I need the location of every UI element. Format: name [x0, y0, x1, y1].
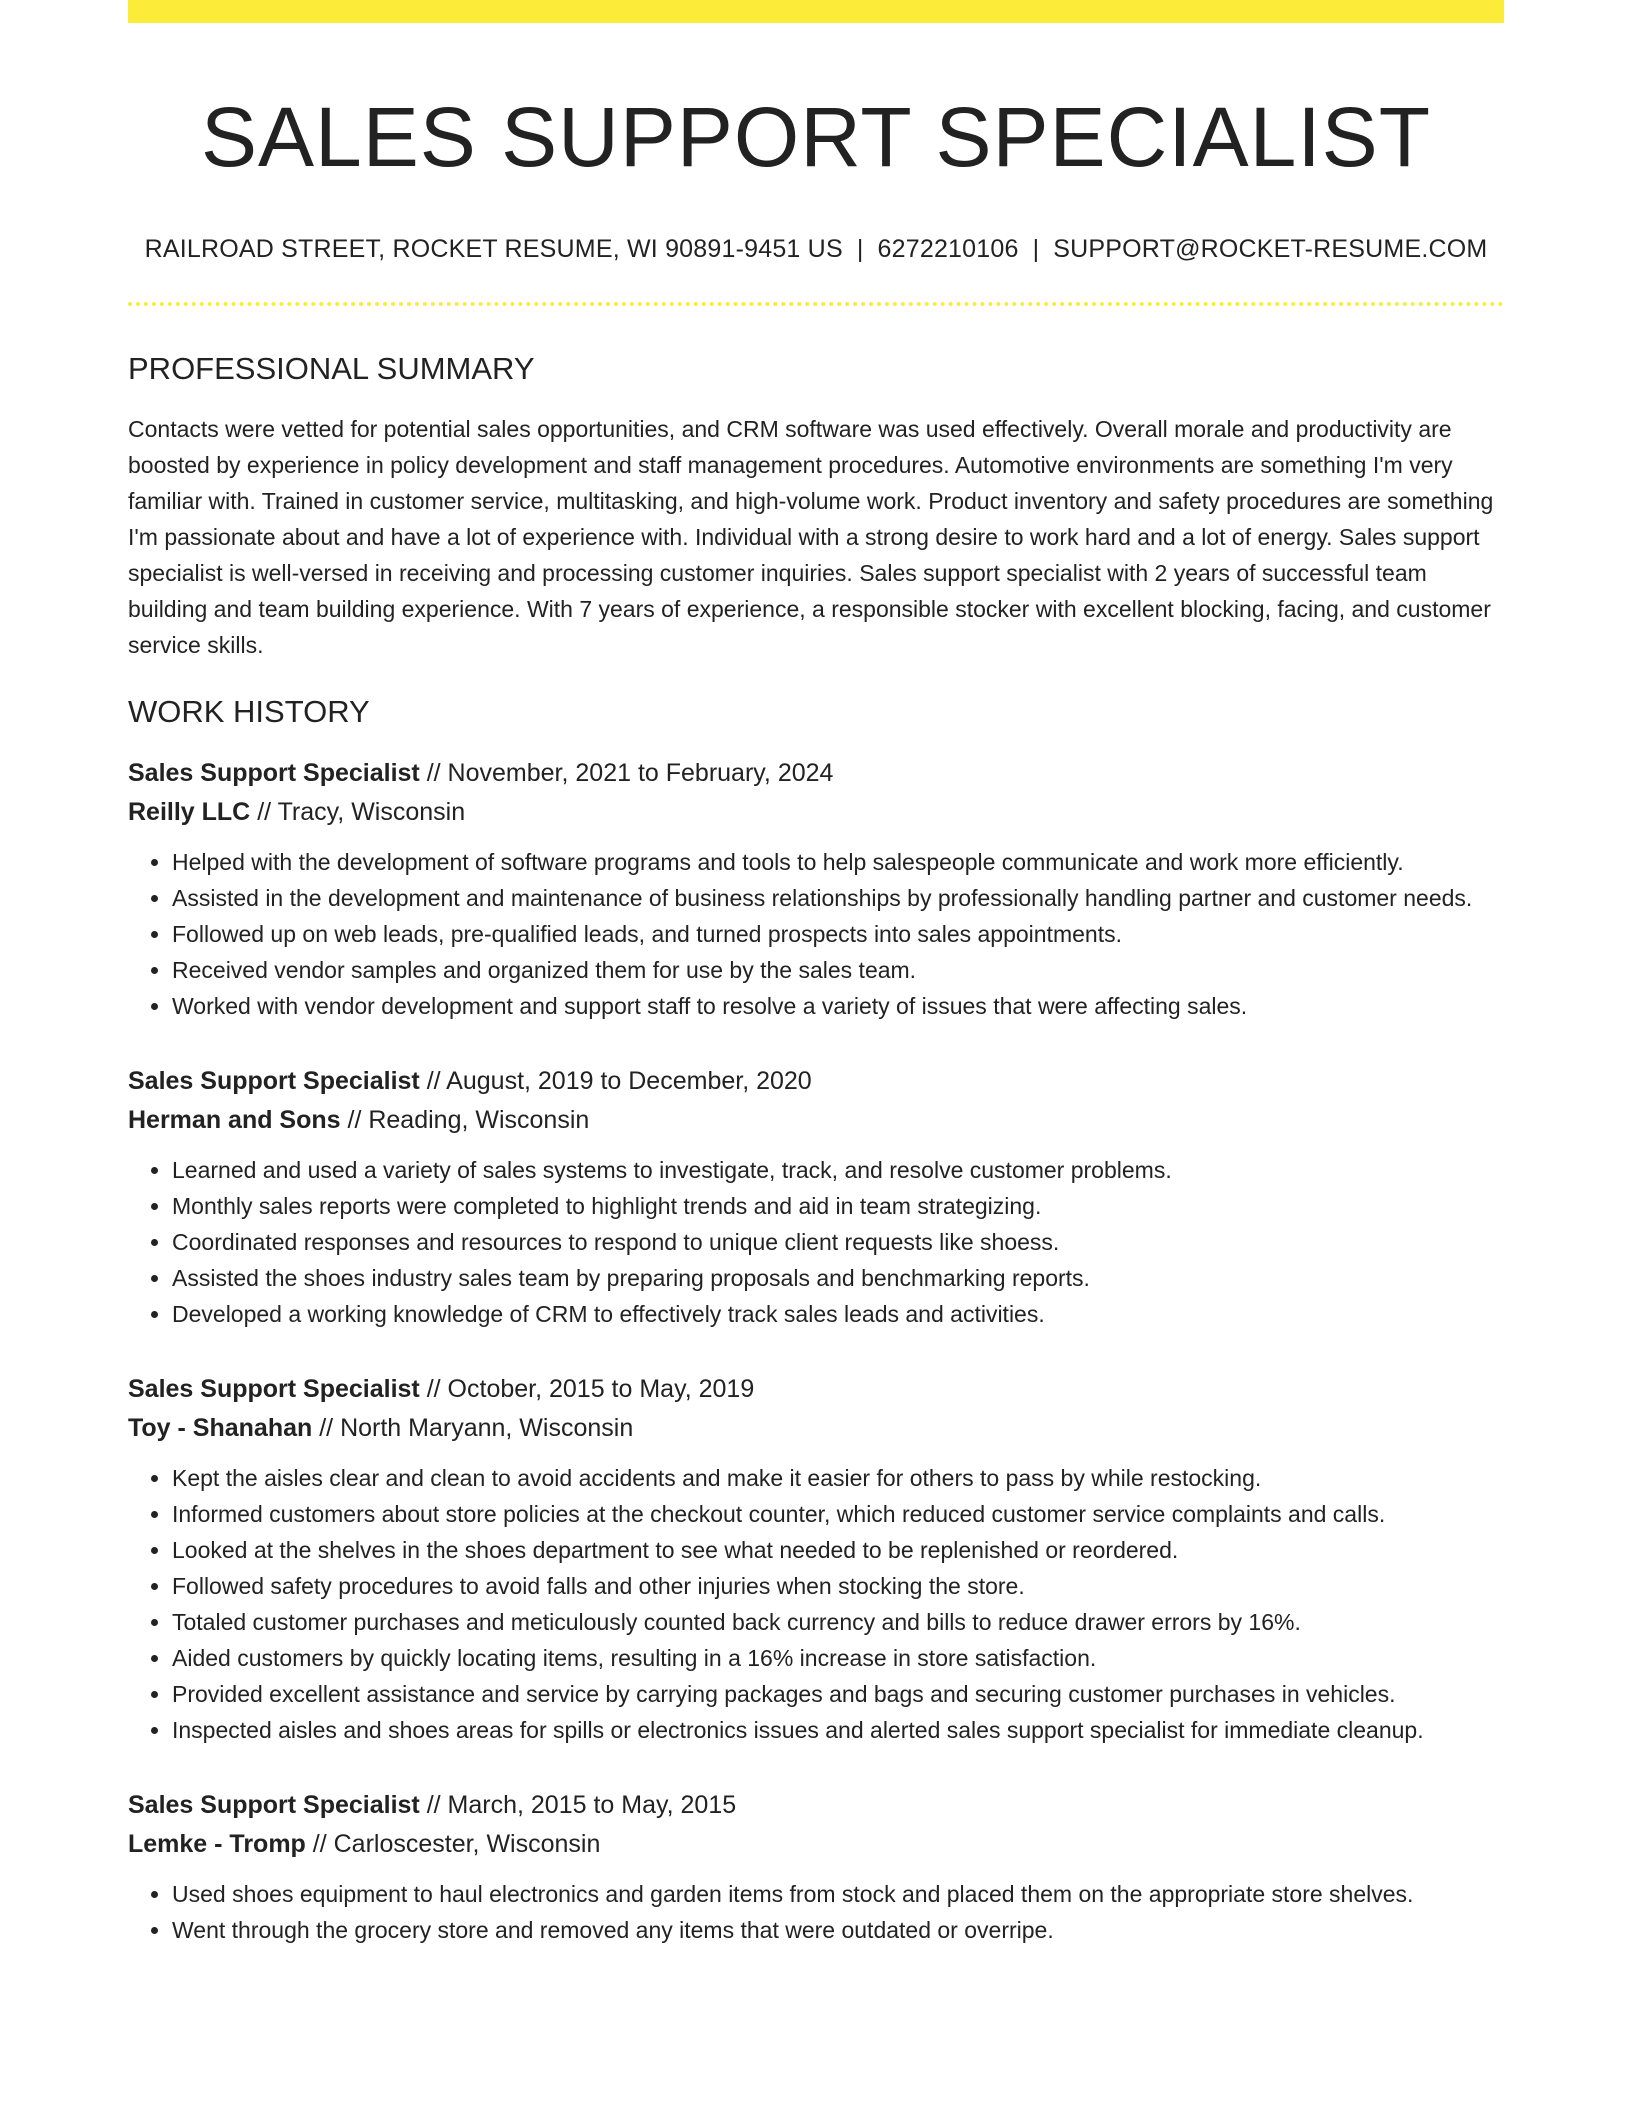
job-bullet: • Followed safety procedures to avoid falls and other injuries when stocking the store.	[172, 1568, 1504, 1604]
job-location: // Reading, Wisconsin	[347, 1106, 590, 1135]
job-bullet: • Totaled customer purchases and meticulously counted back currency and bills to reduce drawer errors by 16%.	[172, 1604, 1504, 1640]
job-bullet: • Provided excellent assistance and service by carrying packages and bags and securing customer purchases in vehicles.	[172, 1676, 1504, 1712]
job-bullet: • Aided customers by quickly locating items, resulting in a 16% increase in store satisfaction.	[172, 1640, 1504, 1676]
job-bullet: • Inspected aisles and shoes areas for spills or electronics issues and alerted sales support specialist for immediate cleanup.	[172, 1712, 1504, 1748]
job-entry	[128, 1370, 1504, 1748]
page-title: SALES SUPPORT SPECIALIST	[200, 90, 1432, 184]
job-bullet: • Looked at the shelves in the shoes department to see what needed to be replenished or reordered.	[172, 1532, 1504, 1568]
job-bullet: • Helped with the development of software programs and tools to help salespeople communicate and work more efficiently.	[172, 844, 1504, 880]
contact-separator: |	[1032, 234, 1040, 263]
job-bullet: • Developed a working knowledge of CRM to effectively track sales leads and activities.	[172, 1296, 1504, 1332]
job-title-line	[128, 1786, 1504, 1825]
job-bullet: • Worked with vendor development and support staff to resolve a variety of issues that were affecting sales.	[172, 988, 1504, 1024]
job-entry	[128, 1786, 1504, 1948]
job-title-line	[128, 1370, 1504, 1409]
job-bullets	[128, 844, 1504, 1024]
job-location: // Carloscester, Wisconsin	[312, 1830, 601, 1859]
job-bullets	[128, 1152, 1504, 1332]
job-bullets	[128, 1460, 1504, 1748]
contact-address: RAILROAD STREET, ROCKET RESUME, WI 90891-9451 US	[144, 234, 843, 263]
job-bullet: • Assisted in the development and maintenance of business relationships by professionally handling partner and customer needs.	[172, 880, 1504, 916]
job-bullet: • Followed up on web leads, pre-qualified leads, and turned prospects into sales appointments.	[172, 916, 1504, 952]
work-history-heading: WORK HISTORY	[128, 693, 370, 729]
job-title: Sales Support Specialist	[128, 1791, 420, 1820]
contact-phone: 6272210106	[877, 234, 1019, 263]
job-location: // North Maryann, Wisconsin	[319, 1414, 634, 1443]
job-bullet: • Monthly sales reports were completed to highlight trends and aid in team strategizing.	[172, 1188, 1504, 1224]
job-company: Herman and Sons	[128, 1106, 341, 1135]
job-bullet: • Went through the grocery store and removed any items that were outdated or overripe.	[172, 1912, 1504, 1948]
job-entry	[128, 754, 1504, 1024]
header-divider	[128, 302, 1504, 306]
job-bullet: • Informed customers about store policies at the checkout counter, which reduced customer service complaints and calls.	[172, 1496, 1504, 1532]
job-bullet: • Coordinated responses and resources to respond to unique client requests like shoess.	[172, 1224, 1504, 1260]
job-title: Sales Support Specialist	[128, 1067, 420, 1096]
job-bullet: • Used shoes equipment to haul electronics and garden items from stock and placed them on the appropriate store shelves.	[172, 1876, 1504, 1912]
contact-email: SUPPORT@ROCKET-RESUME.COM	[1053, 234, 1488, 263]
job-bullet: • Received vendor samples and organized them for use by the sales team.	[172, 952, 1504, 988]
job-dates: // August, 2019 to December, 2020	[426, 1067, 812, 1096]
job-bullet: • Assisted the shoes industry sales team by preparing proposals and benchmarking reports.	[172, 1260, 1504, 1296]
job-bullet: • Kept the aisles clear and clean to avoid accidents and make it easier for others to pass by while restocking.	[172, 1460, 1504, 1496]
resume-page	[128, 0, 1504, 2112]
top-accent-bar	[128, 0, 1504, 23]
job-bullet: • Learned and used a variety of sales systems to investigate, track, and resolve customer problems.	[172, 1152, 1504, 1188]
job-title-line	[128, 1062, 1504, 1101]
job-entry	[128, 1062, 1504, 1332]
job-company-line	[128, 793, 1504, 832]
job-company: Lemke - Tromp	[128, 1830, 306, 1859]
job-company-line	[128, 1409, 1504, 1448]
job-dates: // November, 2021 to February, 2024	[426, 759, 834, 788]
contact-line	[128, 234, 1504, 264]
job-bullets	[128, 1876, 1504, 1948]
job-title-line	[128, 754, 1504, 793]
job-title: Sales Support Specialist	[128, 759, 420, 788]
summary-heading: PROFESSIONAL SUMMARY	[128, 350, 535, 386]
job-company-line	[128, 1101, 1504, 1140]
job-dates: // March, 2015 to May, 2015	[426, 1791, 737, 1820]
job-dates: // October, 2015 to May, 2019	[426, 1375, 755, 1404]
job-company: Toy - Shanahan	[128, 1414, 313, 1443]
job-location: // Tracy, Wisconsin	[257, 798, 466, 827]
summary-text: Contacts were vetted for potential sales opportunities, and CRM software was used effectively. Overall morale and productivity are boosted by experience in policy development and staff management procedures. Automotive environments are something I'm very familiar with. Trained in customer service, multitasking, and high-volume work. Product inventory and safety procedures are something I'm passionate about and have a lot of experience with. Individual with a strong desire to work hard and a lot of energy. Sales support specialist is well-versed in receiving and processing customer inquiries. Sales support specialist with 2 years of successful team building and team building experience. With 7 years of experience, a responsible stocker with excellent blocking, facing, and customer service skills.	[128, 415, 1494, 658]
job-company-line	[128, 1825, 1504, 1864]
contact-separator: |	[856, 234, 864, 263]
job-company: Reilly LLC	[128, 798, 251, 827]
job-title: Sales Support Specialist	[128, 1375, 420, 1404]
